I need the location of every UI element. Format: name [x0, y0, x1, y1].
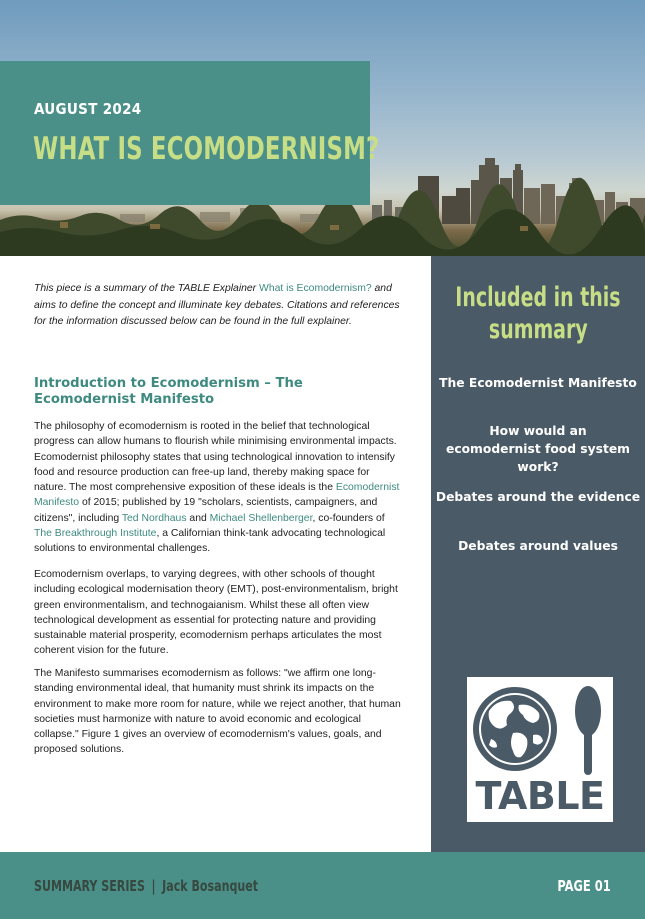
main-content — [34, 281, 404, 756]
body-paragraph-3: The Manifesto summarises ecomodernism as follows: "we affirm one long-standing environmental ideal, that humanity must shrink its impacts on the environment to make more room for nature, while we reject another, that human societies must harmonize with nature to avoid economic and ecological collapse." Figure 1 gives an overview of ecomodernism's values, goals, and proposed solutions. — [34, 668, 401, 756]
explainer-link[interactable]: What is Ecomodernism? — [259, 283, 372, 294]
ted-nordhaus-link[interactable]: Ted Nordhaus — [121, 512, 187, 524]
intro-text-end: and aims to define the concept and illuminate key debates. Citations and references for the information discussed below can be found in the full explainer. — [34, 283, 400, 327]
footer-separator: | — [151, 877, 156, 895]
section-heading: Introduction to Ecomodernism – The Ecomodernist Manifesto — [34, 376, 303, 407]
p1-text-4: , co-founders of — [312, 512, 385, 524]
p1-text-5: , a Californian think-tank advocating technological solutions to environmental challenges. — [34, 528, 386, 555]
body-paragraph-2: Ecomodernism overlaps, to varying degrees, with other schools of thought including ecological modernisation theory (EMT), post-environmentalism, bright green environmentalism, and technogaianism. Whilst these all often view technological development as essential for protecting nature and providing sustainable material prosperity, ecomodernism perhaps articulates the most coherent vision for the future. — [34, 569, 398, 657]
page-title: WHAT IS ECOMODERNISM? — [33, 131, 380, 167]
michael-shellenberger-link[interactable]: Michael Shellenberger — [209, 512, 313, 524]
p1-text-3: and — [186, 512, 210, 524]
sidebar-title — [431, 282, 645, 346]
publication-date: AUGUST 2024 — [34, 100, 142, 118]
page-number: PAGE 01 — [557, 877, 611, 895]
p1-text-1: The philosophy of ecomodernism is rooted in the belief that technological progress can allow humans to flourish while minimising environmental impacts. Ecomodernist philosophy states that using technological innovation to intensify food and resource production can free-up land, thereby making space for nature. The most comprehensive exposition of these ideals is the — [34, 421, 397, 494]
sidebar-item-food-system[interactable]: How would an ecomodernist food system work? — [445, 424, 630, 474]
table-logo — [467, 677, 613, 822]
globe-icon — [473, 687, 557, 771]
breakthrough-institute-link[interactable]: The Breakthrough Institute — [34, 528, 157, 540]
p1-text-2: of 2015; published by 19 "scholars, scientists, campaigners, and citizens", including — [34, 497, 378, 524]
body-paragraph-1 — [34, 419, 404, 557]
intro-text: This piece is a summary of the TABLE Explainer — [34, 283, 260, 294]
logo-wordmark: TABLE — [475, 774, 605, 818]
series-name: SUMMARY SERIES — [34, 877, 145, 895]
header-banner — [0, 0, 645, 256]
intro-paragraph — [34, 281, 404, 331]
sidebar-item-values-debates[interactable]: Debates around values — [458, 539, 618, 553]
page-footer — [0, 852, 645, 919]
sidebar-item-manifesto[interactable]: The Ecomodernist Manifesto — [439, 376, 637, 390]
author-name: Jack Bosanquet — [162, 877, 259, 895]
spoon-icon — [575, 686, 601, 775]
sidebar-title-line-1: Included in this — [455, 282, 621, 313]
sidebar-item-evidence-debates[interactable]: Debates around the evidence — [435, 490, 641, 504]
sidebar-title-line-2: summary — [488, 314, 588, 345]
footer-series-author — [34, 877, 258, 895]
manifesto-link[interactable]: Ecomodernist Manifesto — [34, 482, 400, 509]
